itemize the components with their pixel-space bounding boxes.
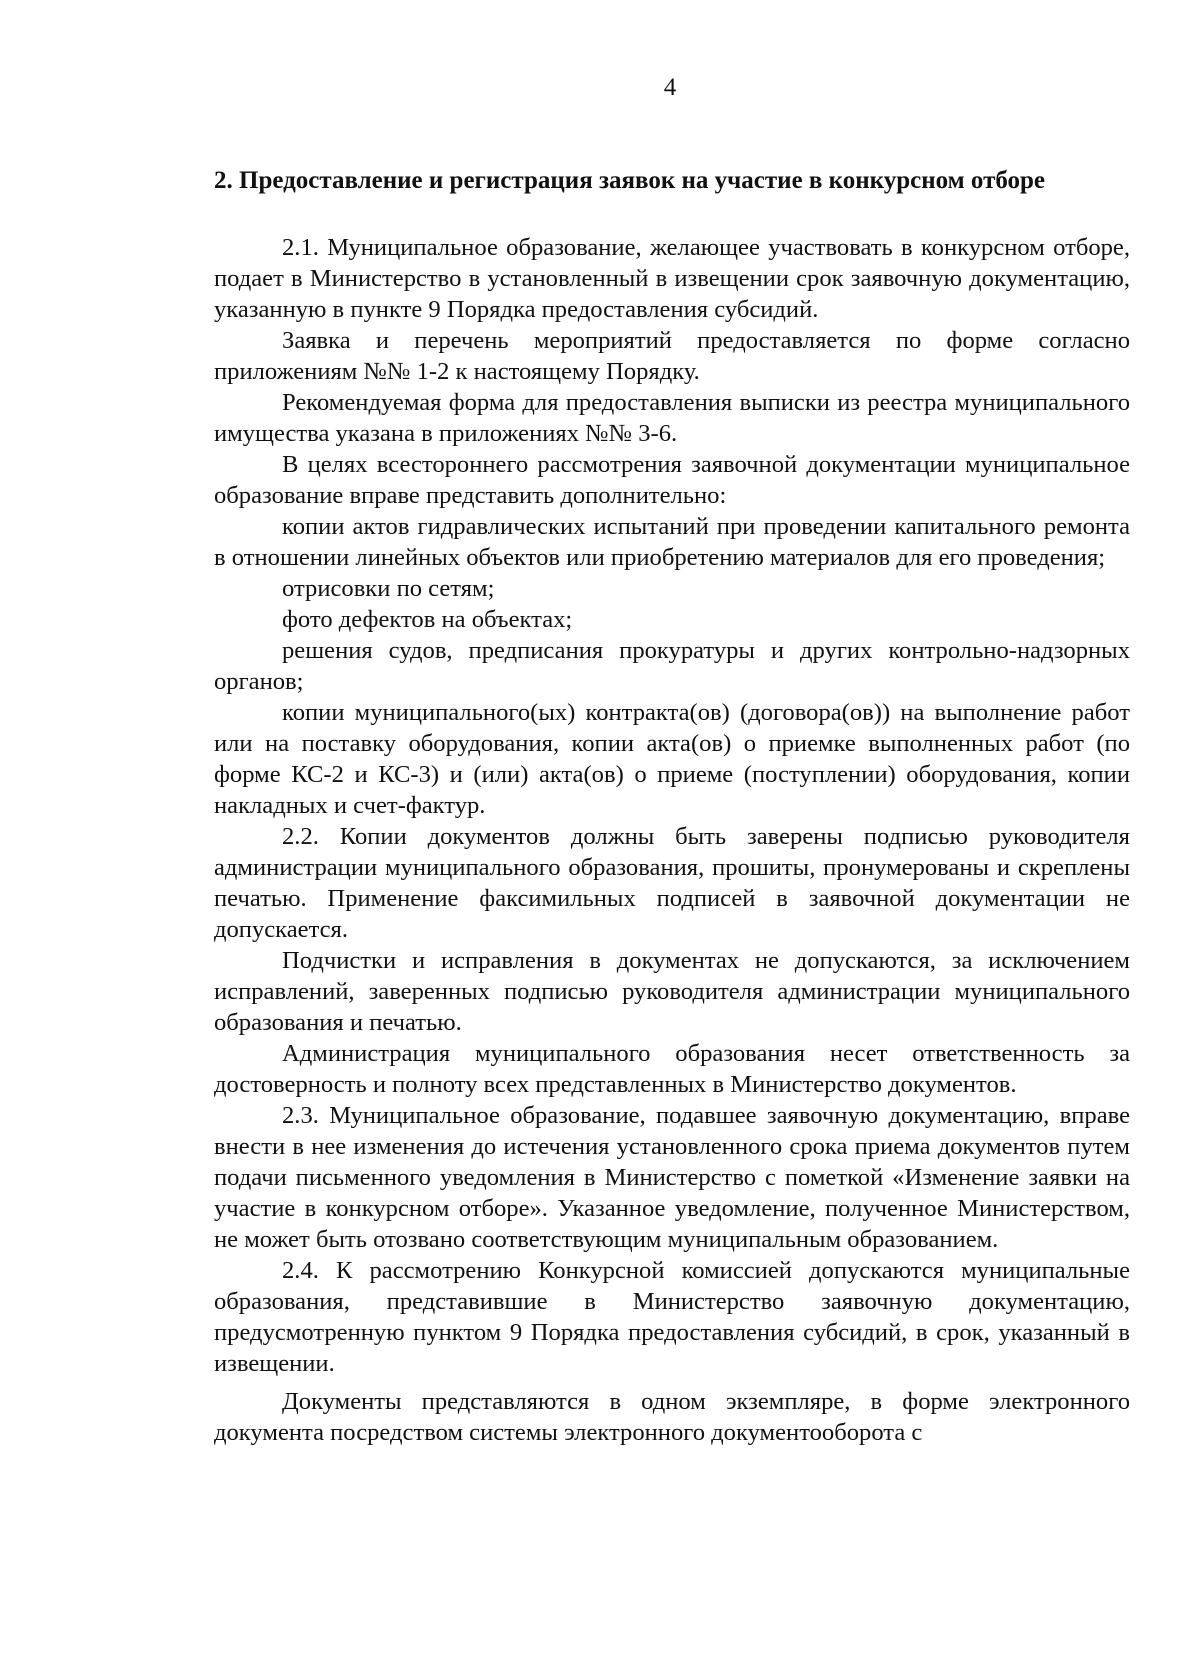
paragraph-2-4: 2.4. К рассмотрению Конкурсной комиссией допускаются муниципальные образования, представившие в Министерство заявочную документацию, предусмотренную пунктом 9 Порядка предоставления субсидий, в срок, указанный в извещении. <box>214 1257 1130 1377</box>
list-item: копии муниципального(ых) контракта(ов) (договора(ов)) на выполнение работ или на поставку оборудования, копии акта(ов) о приемке выполненных работ (по форме КС-2 и КС-3) и (или) акта(ов) о приеме (поступлении) оборудования, копии накладных и счет-фактур. <box>214 699 1130 819</box>
paragraph: Администрация муниципального образования несет ответственность за достоверность и полноту всех представленных в Министерство документов. <box>214 1040 1130 1098</box>
list-item: фото дефектов на объектах; <box>282 606 573 633</box>
paragraph: Документы представляются в одном экземпляре, в форме электронного документа посредством системы электронного документооборота с <box>214 1388 1130 1446</box>
paragraph-2-2: 2.2. Копии документов должны быть заверены подписью руководителя администрации муниципального образования, прошиты, пронумерованы и скреплены печатью. Применение факсимильных подписей в заявочной документации не допускается. <box>214 823 1130 943</box>
section-heading: 2. Предоставление и регистрация заявок на участие в конкурсном отборе <box>214 167 1046 194</box>
paragraph: Подчистки и исправления в документах не допускаются, за исключением исправлений, заверенных подписью руководителя администрации муниципального образования и печатью. <box>214 947 1130 1036</box>
paragraph: Заявка и перечень мероприятий предоставляется по форме согласно приложениям №№ 1-2 к настоящему Порядку. <box>214 327 1130 385</box>
paragraph-2-1: 2.1. Муниципальное образование, желающее участвовать в конкурсном отборе, подает в Министерство в установленный в извещении срок заявочную документацию, указанную в пункте 9 Порядка предоставления субсидий. <box>214 234 1130 323</box>
paragraph: В целях всестороннего рассмотрения заявочной документации муниципальное образование вправе представить дополнительно: <box>214 451 1130 509</box>
page-number: 4 <box>663 74 677 101</box>
list-item: решения судов, предписания прокуратуры и других контрольно-надзорных органов; <box>214 637 1130 695</box>
paragraph-2-3: 2.3. Муниципальное образование, подавшее заявочную документацию, вправе внести в нее изменения до истечения установленного срока приема документов путем подачи письменного уведомления в Министерство с пометкой «Изменение заявки на участие в конкурсном отборе». Указанное уведомление, полученное Министерством, не может быть отозвано соответствующим муниципальным образованием. <box>214 1102 1130 1253</box>
body-text <box>214 232 1130 1448</box>
paragraph: Рекомендуемая форма для предоставления выписки из реестра муниципального имущества указана в приложениях №№ 3-6. <box>214 389 1130 447</box>
list-item: отрисовки по сетям; <box>282 575 495 602</box>
list-item: копии актов гидравлических испытаний при проведении капитального ремонта в отношении линейных объектов или приобретению материалов для его проведения; <box>214 513 1130 571</box>
